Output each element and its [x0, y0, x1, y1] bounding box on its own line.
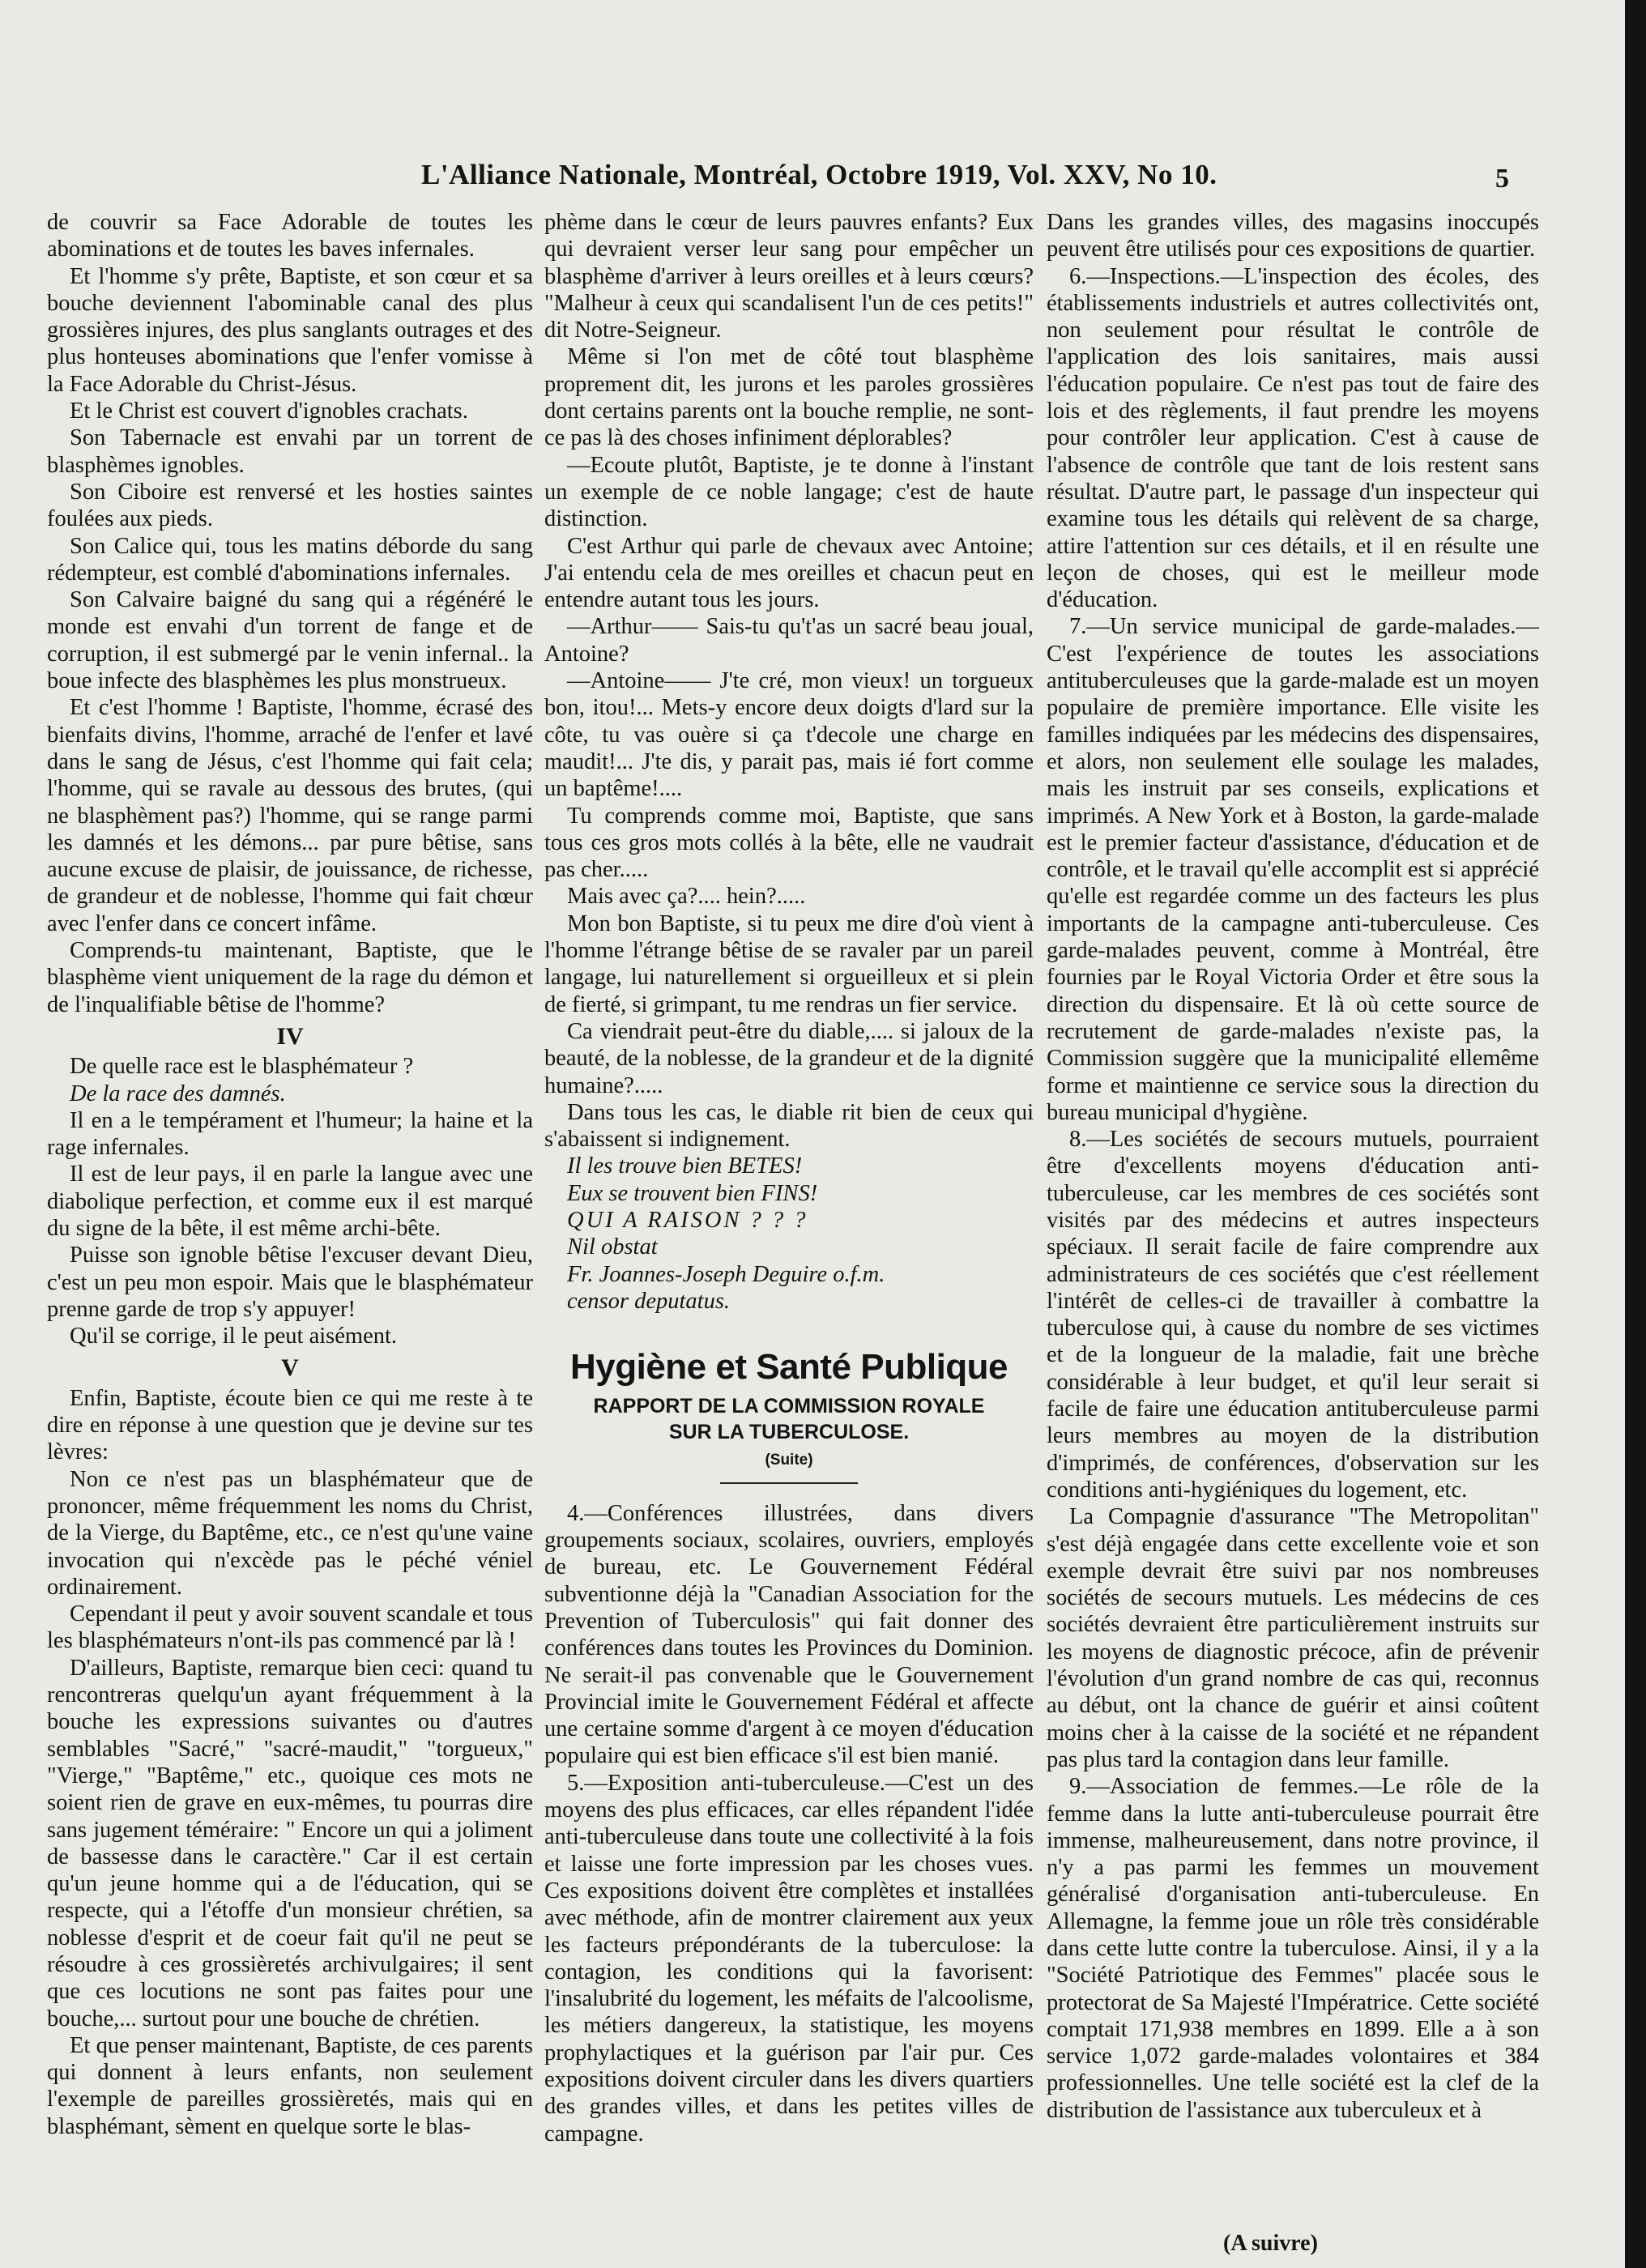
paragraph: Ca viendrait peut-être du diable,.... si jaloux de la beauté, de la noblesse, de la grandeur et de la dignité humaine?..... — [544, 1018, 1034, 1098]
paragraph: 4.—Conférences illustrées, dans divers groupements sociaux, scolaires, ouvriers, employés de bureau, etc. Le Gouvernement Fédéral subventionne déjà la "Canadian Association for the Prevention of Tuberculosis" qui fait donner des conférences dans toutes les Provinces du Dominion. Ne serait-il pas convenable que le Gouvernement Provincial imite le Gouvernement Fédéral et affecte une certaine somme d'argent à ce moyen d'éducation populaire qui est bien efficace s'il est bien manié. — [544, 1500, 1034, 1769]
paragraph: La Compagnie d'assurance "The Metropolitan" s'est déjà engagée dans cette excellente voie et son exemple devrait être suivi par nos nombreuses sociétés de secours mutuels. Les médecins de ces sociétés devraient être particulièrement instruits sur les moyens de diagnostic précoce, afin de prévenir l'évolution d'un grand nombre de cas qui, reconnus au début, ont la chance de guérir et ainsi coûtent moins cher à la caisse de la société et ne répandent pas plus tard la contagion dans leur famille. — [1047, 1504, 1539, 1772]
paragraph: 9.—Association de femmes.—Le rôle de la femme dans la lutte anti-tuberculeuse pourrait être immense, malheureusement, dans notre province, il n'y a pas parmi les femmes un mouvement généralisé d'organisation anti-tuberculeuse. En Allemagne, la femme joue un rôle très considérable dans cette lutte contre la tuberculose. Ainsi, il y a la "Société Patriotique des Femmes" placée sous le protectorat de Sa Majesté l'Impératrice. Cette société comptait 171,938 membres en 1899. Elle a à son service 1,072 garde-malades volontaires et 384 professionnelles. Une telle société est la clef de la distribution de l'assistance aux tuberculeux et à — [1047, 1774, 1539, 2123]
paragraph: —Ecoute plutôt, Baptiste, je te donne à l'instant un exemple de ce noble langage; c'est de haute distinction. — [544, 452, 1034, 532]
paragraph: Comprends-tu maintenant, Baptiste, que le blasphème vient uniquement de la rage du démon et de l'inqualifiable bêtise de l'homme? — [47, 938, 533, 1017]
running-head: L'Alliance Nationale, Montréal, Octobre 1919, Vol. XXV, No 10. — [421, 159, 1217, 190]
paragraph: Et l'homme s'y prête, Baptiste, et son cœur et sa bouche deviennent l'abominable canal des plus grossières injures, des plus sanglants outrages et des plus honteuses abominations que l'enfer vomisse à la Face Adorable du Christ-Jésus. — [47, 263, 533, 397]
scan-edge — [1625, 0, 1646, 2268]
paragraph: Tu comprends comme moi, Baptiste, que sans tous ces gros mots collés à la bête, elle ne vaudrait pas cher..... — [544, 803, 1034, 883]
paragraph: Mais avec ça?.... hein?..... — [567, 884, 806, 910]
paragraph: 6.—Inspections.—L'inspection des écoles, des établissements industriels et autres collectivités ont, non seulement pour résultat le contrôle de l'application des lois sanitaires, mais aussi l'éducation populaire. Ce n'est pas tout de faire des lois et des règlements, il faut prendre les moyens pour contrôler leur application. C'est à cause de l'absence de contrôle que tant de lois restent sans résultat. D'autre part, le passage d'un inspecteur qui examine tous les détails qui relèvent de sa charge, attire l'attention sur ces détails, et il en résulte une leçon de choses, qui est le meilleur mode d'éducation. — [1047, 263, 1539, 613]
column-2 — [544, 209, 1034, 2218]
article-title: Hygiène et Santé Publique — [569, 1347, 1008, 1388]
page-header — [0, 159, 1646, 199]
paragraph: phème dans le cœur de leurs pauvres enfants? Eux qui devraient verser leur sang pour empêcher un blasphème d'arriver à leurs oreilles et à leurs cœurs? "Malheur à ceux qui scandalisent l'un de ces petits!" dit Notre-Seigneur. — [544, 210, 1034, 343]
report-heading-line-1: RAPPORT DE LA COMMISSION ROYALE — [593, 1395, 985, 1418]
censor-name: Fr. Joannes-Joseph Deguire o.f.m. — [567, 1261, 885, 1287]
paragraph: Cependant il peut y avoir souvent scandale et tous les blasphémateurs n'ont-ils pas commencé par là ! — [47, 1601, 533, 1654]
paragraph: Qu'il se corrige, il le peut aisément. — [70, 1324, 398, 1349]
report-heading-line-2: SUR LA TUBERCULOSE. — [668, 1421, 910, 1444]
column-3 — [1047, 209, 1539, 2218]
section-heading-v: V — [281, 1354, 299, 1382]
nil-obstat: Nil obstat — [567, 1234, 658, 1260]
dialogue-arthur: —Arthur—— Sais-tu qu't'as un sacré beau joual, Antoine? — [544, 614, 1034, 667]
paragraph: Et le Christ est couvert d'ignobles crachats. — [70, 399, 468, 424]
closing-line-1: Il les trouve bien BETES! — [567, 1153, 803, 1179]
column-1 — [47, 209, 533, 2218]
paragraph: De quelle race est le blasphémateur ? — [70, 1054, 414, 1080]
paragraph: Enfin, Baptiste, écoute bien ce qui me reste à te dire en réponse à une question que je devine sur tes lèvres: — [47, 1385, 533, 1465]
paragraph: D'ailleurs, Baptiste, remarque bien ceci: quand tu rencontreras quelqu'un ayant fréquemment à la bouche les expressions suivantes ou d'autres semblables "Sacré," "sacré-maudit," "torgueux," "Vierge," "Baptême," etc., quoique ces mots ne soient rien de grave en eux-mêmes, tu pourras dire sans jugement téméraire: " Encore un qui a joliment de bassesse dans le caractère." Car il est certain qu'un jeune homme qui a de l'éducation, qui se respecte, qui a l'étoffe d'un monsieur chrétien, sa noblesse d'esprit et de coeur fait qu'il ne peut se résoudre à ces grossièretés archivulgaires; il sent que ces locutions ne sont pas faites pour une bouche,... surtout pour une bouche de chrétien. — [47, 1655, 533, 2031]
dialogue-antoine: —Antoine—— J'te cré, mon vieux! un torgueux bon, itou!... Mets-y encore deux doigts d'lard sur la côte, tu vas ouère si ça t'decole une charge en maudit!... J'te dis, y parait pas, mais ié fort comme un baptême!.... — [544, 668, 1034, 802]
paragraph: 8.—Les sociétés de secours mutuels, pourraient être d'excellents moyens d'éducation anti-tuberculeuse, car les membres de ces sociétés sont visités par des médecins et autres inspecteurs spéciaux. Il serait facile de faire comprendre aux administrateurs de ces sociétés que c'est réellement l'intérêt de celles-ci de travailler à combattre la tuberculose qui, à cause du nombre de ses victimes et de la longueur de la maladie, fait une brèche considérable à leur budget, et qu'il leur serait si facile de faire une éducation antituberculeuse parmi leurs membres au moyen de la distribution d'imprimés, de conférences, d'observation sur les conditions anti-hygiéniques du logement, etc. — [1047, 1127, 1539, 1503]
continued-label: (A suivre) — [1223, 2231, 1318, 2256]
paragraph: Son Calvaire baigné du sang qui a régénéré le monde est envahi d'un torrent de fange et de corruption, il est submergé par le venin infernal.. la boue infecte des blasphèmes les plus monstrueux. — [47, 587, 533, 694]
paragraph: Il en a le tempérament et l'humeur; la haine et la rage infernales. — [47, 1107, 533, 1161]
censor-title: censor deputatus. — [567, 1288, 731, 1314]
closing-line-3: QUI A RAISON ? ? ? — [567, 1207, 808, 1233]
paragraph: Puisse son ignoble bêtise l'excuser devant Dieu, c'est un peu mon espoir. Mais que le blasphémateur prenne garde de trop s'y appuyer! — [47, 1243, 533, 1322]
paragraph: Mon bon Baptiste, si tu peux me dire d'où vient à l'homme l'étrange bêtise de se ravaler par un pareil langage, lui naturellement si orgueilleux et si plein de fierté, si grimpant, tu me rendras un fier service. — [544, 910, 1034, 1017]
paragraph: Dans tous les cas, le diable rit bien de ceux qui s'abaissent si indignement. — [544, 1099, 1034, 1153]
paragraph: Même si l'on met de côté tout blasphème proprement dit, les jurons et les paroles grossières dont certains parents ont la bouche remplie, ne sont-ce pas là des choses infiniment déplorables? — [544, 344, 1034, 451]
paragraph: Son Tabernacle est envahi par un torrent de blasphèmes ignobles. — [47, 425, 533, 478]
section-heading-iv: IV — [276, 1022, 304, 1050]
paragraph: C'est Arthur qui parle de chevaux avec Antoine; J'ai entendu cela de mes oreilles et chacun peut en entendre autant tous les jours. — [544, 533, 1034, 613]
closing-line-2: Eux se trouvent bien FINS! — [567, 1180, 818, 1206]
paragraph: Dans les grandes villes, des magasins inoccupés peuvent être utilisés pour ces expositions de quartier. — [1047, 210, 1539, 262]
paragraph: de couvrir sa Face Adorable de toutes les abominations et de toutes les baves infernales. — [47, 210, 533, 262]
paragraph: 5.—Exposition anti-tuberculeuse.—C'est un des moyens des plus efficaces, car elles répandent l'idée anti-tuberculeuse dans toute une collectivité à la fois et laisse une forte impression par les choses vues. Ces expositions doivent être complètes et installées avec méthode, afin de montrer clairement aux yeux les facteurs prépondérants de la tuberculose: la contagion, les conditions qui la favorisent: l'insalubrité du logement, les méfaits de l'alcoolisme, les métiers dangereux, la statistique, les moyens prophylactiques et la guérison par l'air pur. Ces expositions doivent circuler dans les divers quartiers des grandes villes, et dans les petites villes de campagne. — [544, 1770, 1034, 2146]
divider-rule — [720, 1482, 858, 1484]
paragraph: Son Calice qui, tous les matins déborde du sang rédempteur, est comblé d'abominations infernales. — [47, 533, 533, 586]
paragraph: Et que penser maintenant, Baptiste, de ces parents qui donnent à leurs enfants, non seulement l'exemple de pareilles grossièretés, mais qui en blasphémant, sèment en quelque sorte le blas- — [47, 2032, 533, 2139]
paragraph: Son Ciboire est renversé et les hosties saintes foulées aux pieds. — [47, 479, 533, 532]
paragraph: Et c'est l'homme ! Baptiste, l'homme, écrasé des bienfaits divins, l'homme, arraché de l'enfer et lavé dans le sang de Jésus, c'est l'homme qui fait cela; l'homme, qui se ravale au dessous des brutes, (qui ne blasphèment pas?) l'homme, qui se range parmi les damnés et les démons... par pure bêtise, sans aucune excuse de plaisir, de jouissance, de richesse, de grandeur et de noblesse, l'homme qui fait chœur avec l'enfer dans ce concert infâme. — [47, 695, 533, 936]
suite-label: (Suite) — [765, 1452, 813, 1469]
page-number: 5 — [1495, 164, 1509, 194]
paragraph: De la race des damnés. — [70, 1081, 286, 1106]
paragraph: 7.—Un service municipal de garde-malades.—C'est l'expérience de toutes les associations antituberculeuses que la garde-malade est un moyen populaire de première importance. Elle visite les familles indiquées par les médecins des dispensaires, et alors, non seulement elle soulage les malades, mais les instruit par ses conseils, explications et imprimés. A New York et à Boston, la garde-malade est le premier facteur d'assistance, d'éducation et de contrôle, et le travail qu'elle accomplit est si apprécié qu'elle est regardée comme un des facteurs les plus importants de la campagne anti-tuberculeuse. Ces garde-malades peuvent, comme à Montréal, être fournies par le Royal Victoria Order et être sous la direction du dispensaire. Et là où cette source de recrutement de garde-malades n'existe pas, la Commission suggère que la municipalité ellemême forme et maintienne ce service sous la direction du bureau municipal d'hygiène. — [1047, 614, 1539, 1125]
paragraph: Non ce n'est pas un blasphémateur que de prononcer, même fréquemment les noms du Christ, de la Vierge, du Baptême, etc., ce n'est qu'une vaine invocation qui n'excède pas le péché véniel ordinairement. — [47, 1466, 533, 1600]
paragraph: Il est de leur pays, il en parle la langue avec une diabolique perfection, et comme eux il est marqué du signe de la bête, il est même archi-bête. — [47, 1162, 533, 1241]
